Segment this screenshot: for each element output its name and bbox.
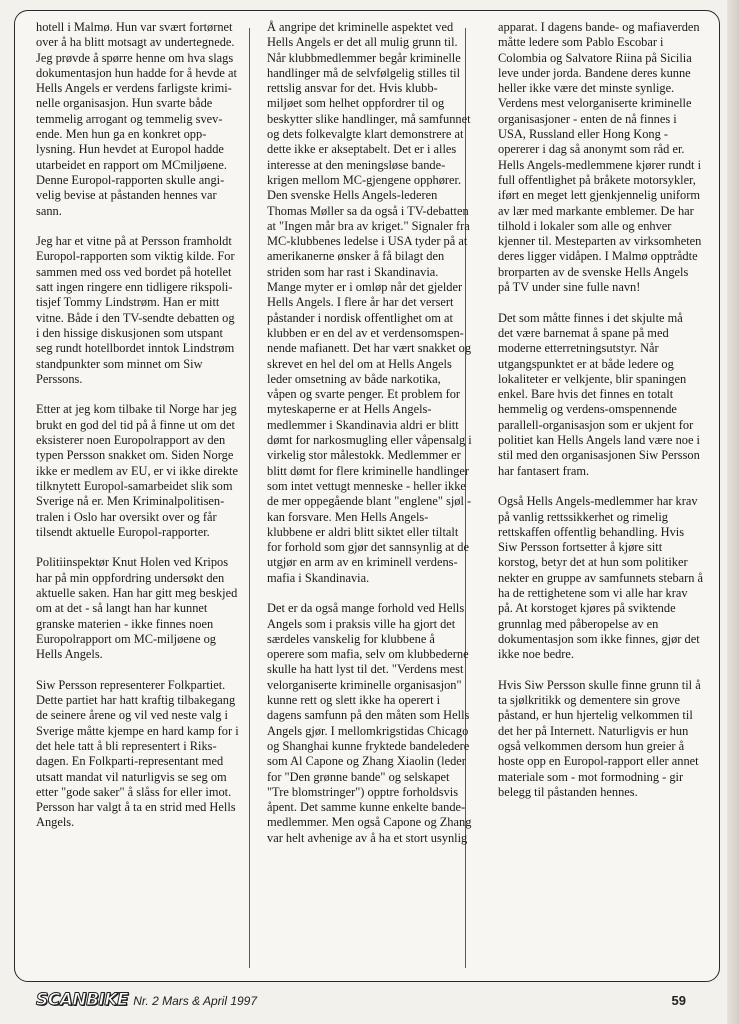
page-footer bbox=[36, 988, 686, 1012]
article-column-1 bbox=[36, 20, 242, 968]
paragraph: Det som måtte finnes i det skjulte må det være barnemat å spane på med moderne etterretningsutstyr. Når utgangspunktet er at både ledere og lokaliteter er velkjente, blir spaningen enkel. Bare hvis det finnes en totalt hemmelig og verdens-omspennende parallell-organisasjon som er ukjent for politiet kan Hells Angels land være noe i stil med den organisasjonen Siw Persson har fantasert fram. bbox=[498, 310, 701, 478]
scanbike-logo: SCANBIKE bbox=[36, 990, 129, 1010]
paragraph: Å angripe det kriminelle aspektet ved Hells Angels er det all mulig grunn til. Når klubbmedlemmer begår kriminelle handlinger må de selvfølgelig stilles til rettslig ansvar for det. Hvis klubb- miljøet som helhet oppfordrer til og beskytter slike handlinger, må samfunnet og dets folkevalgte klart demonstrere at dette ikke er akseptabelt. Det er i alles interesse at den meningsløse bande- krigen mellom MC-gjengene opphører. Den svenske Hells Angels-lederen Thomas Møller sa da også i TV-debatten at "Ingen mår bra av kriget." Signaler fra MC-klubbenes ledelse i USA tyder på at amerikanerne ønsker å få bilagt den striden som har rast i Skandinavia. Mange myter er i omløp når det gjelder Hells Angels. I flere år har det versert påstander i nordisk offentlighet om at klubben er en del av et verdensomspen- nende mafianett. Det har vært snakket og skrevet en hel del om at Hells Angels leder omsetning av både narkotika, våpen og svarte penger. Et problem for myteskaperne er at Hells Angels- medlemmer i Skandinavia aldri er blitt dømt for narkosmugling eller våpensalg i virkelig stor målestokk. Medlemmer er blitt dømt for flere kriminelle handlinger som intet vettugt menneske - heller ikke de mer oppegående blant "englene" sjøl - kan forsvare. Men Hells Angels- klubbene er aldri blitt siktet eller tiltalt for forhold som gjør det sannsynlig at de utgjør en arm av en kriminell verdens- mafia i Skandinavia. bbox=[267, 20, 472, 585]
paragraph: hotell i Malmø. Hun var svært fortørnet over å ha blitt motsagt av undertegnede. Jeg prøvde å spørre henne om hva slags dokumentasjon hun hadde for å hevde at Hells Angels er verdens farligste krimi- nelle organisasjon. Hun svarte både temmelig arrogant og temmelig svev- ende. Men hun ga en konkret opp- lysning. Hun hevdet at Europol hadde utarbeidet en rapport om MCmiljøene. Denne Europol-rapporten skulle angi- velig bevise at påstanden hennes var sann. bbox=[36, 20, 237, 218]
binding-edge bbox=[727, 0, 739, 1024]
page-number: 59 bbox=[671, 992, 686, 1008]
paragraph: Hvis Siw Persson skulle finne grunn til å ta sjølkritikk og dementere sin grove påstand, er hun hjertelig velkommen til det her på Internett. Naturligvis er hun også velkommen dersom hun greier å hoste opp en Europol-rapport eller annet materiale som - mot formodning - gir belegg til påstanden hennes. bbox=[498, 677, 701, 799]
paragraph: Etter at jeg kom tilbake til Norge har jeg brukt en god del tid på å finne ut om det eksisterer noen Europolrapport av den typen Persson snakket om. Siden Norge ikke er medlem av EU, er vi ikke direkte tilknytett Europol-samarbeidet slik som Sverige nå er. Men Kriminalpolitisen- tralen i Oslo har oversikt over og får tilsendt aktuelle Europol-rapporter. bbox=[36, 402, 238, 539]
article-column-3 bbox=[498, 20, 704, 968]
article-body bbox=[36, 20, 704, 968]
footer-masthead bbox=[36, 990, 257, 1010]
paragraph: Siw Persson representerer Folkpartiet. Dette partiet har hatt kraftig tilbakegang de seinere årene og vil ved neste valg i Sverige måtte kjempe en hard kamp for i det hele tatt å bli representert i Riks- dagen. En Folkparti-representant med utsatt mandat vil naturligvis se seg om etter "gode saker" å slåss for eller imot. Persson har valgt å ta en strid med Hells Angels. bbox=[36, 677, 239, 830]
article-column-2 bbox=[267, 20, 473, 968]
paragraph: Politiinspektør Knut Holen ved Kripos har på min oppfordring undersøkt den aktuelle saken. Han har gitt meg beskjed om at det - så langt han har kunnet granske materien - ikke finnes noen Europolrapport om MC-miljøene og Hells Angels. bbox=[36, 555, 238, 662]
issue-info: Nr. 2 Mars & April 1997 bbox=[133, 994, 258, 1008]
paragraph: Jeg har et vitne på at Persson framholdt Europol-rapporten som viktig kilde. For sammen med oss ved bordet på hotellet satt ingen ringere enn tidligere rikspoli- tisjef Tommy Lindstrøm. Han er mitt vitne. Både i den TV-sendte debatten og i den hissige diskusjonen som utspant seg rundt hotellbordet inntok Lindstrøm standpunkter som minnet om Siw Perssons. bbox=[36, 234, 235, 386]
paragraph: Også Hells Angels-medlemmer har krav på vanlig rettssikkerhet og rimelig rettskaffen offentlig behandling. Hvis Siw Persson fortsetter å kjøre sitt korstog, betyr det at hun som politiker nekter en gruppe av samfunnets stebarn å ha de rettighetene som vi alle har krav på. At korstoget kjøres på sviktende grunnlag med påberopelse av en dokumentasjon som ikke finnes, gjør det ikke noe bedre. bbox=[498, 494, 704, 662]
paragraph: apparat. I dagens bande- og mafiaverden måtte ledere som Pablo Escobar i Colombia og Salvatore Riina på Sicilia leve under jorda. Bandene deres kunne heller ikke være det minste synlige. Verdens mest velorganiserte kriminelle organisasjoner - enten de nå finnes i USA, Russland eller Hong Kong - opererer i dag så anonymt som råd er. Hells Angels-medlemmene kjører rundt i full offentlighet på bråkete motorsykler, iført en meget lett gjenkjennelig uniform av lær med markante emblemer. De har tilhold i lokaler som alle og enhver kjenner til. Mesteparten av virksomheten deres ligger vidåpen. I Malmø opptrådte brorparten av de svenske Hells Angels på TV under sine fulle navn! bbox=[498, 20, 702, 295]
paragraph: Det er da også mange forhold ved Hells Angels som i praksis ville ha gjort det særdeles vanskelig for klubbene å operere som mafia, selv om klubbederne skulle ha hatt lyst til det. "Verdens mest velorganiserte kriminelle organisasjon" kunne rett og slett ikke ha operert i dagens samfunn på den måten som Hells Angels gjør. I mellomkrigstidas Chicago og Shanghai kunne fryktede bandeledere som Al Capone og Zhang Xiaolin (leder for "Den grønne bande" og selskapet "Tre blomstringer") opptre forholdsvis åpent. Det samme kunne enkelte bande- medlemmer. Men også Capone og Zhang var helt avhenige av å ha et stort usynlig bbox=[267, 601, 472, 845]
